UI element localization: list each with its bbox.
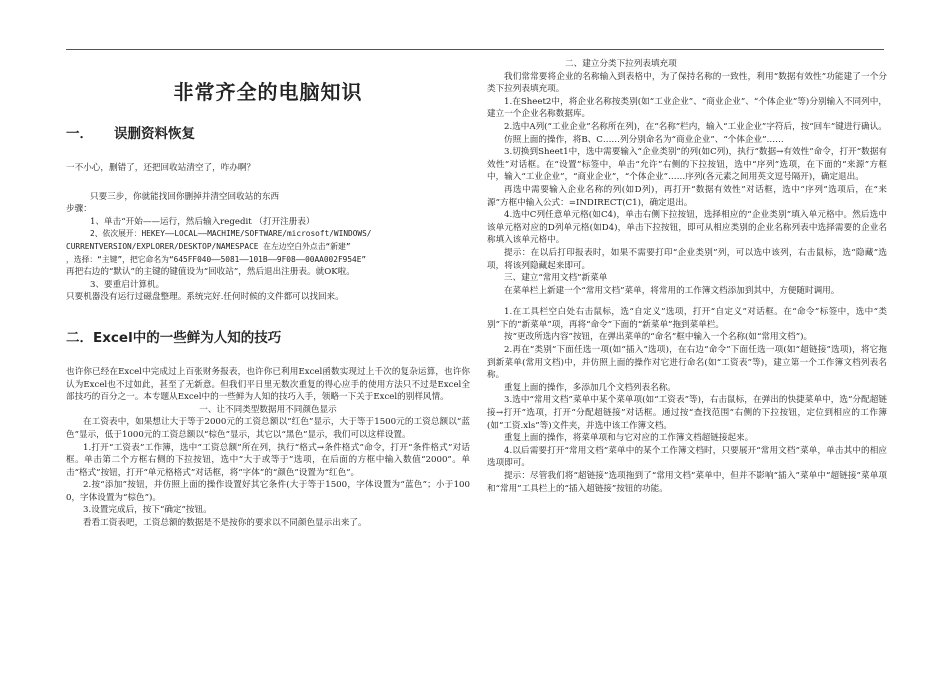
section1-heading: 一． 误删资料恢复 — [66, 126, 195, 142]
sub2-paragraph-6: 再选中需要输入企业名称的列(如D列)，再打开“数据有效性”对话框，选中“序列”选项后，在“来源”方框中输入公式：=INDIRECT(C1)，确定退出。 — [487, 184, 887, 208]
step-3: 3、要重启计算机。 — [90, 279, 165, 290]
sub3-paragraph-5: 重复上面的操作，多添加几个文档列表名称。 — [504, 382, 676, 393]
sub1-paragraph-5: 看看工资表吧，工资总额的数据是不是按你的要求以不同颜色显示出来了。 — [83, 518, 367, 529]
sub2-paragraph-5: 3.切换到Sheet1中，选中需要输入“企业类别”的列(如C列)，执行“数据→有效性”命令，打开“数据有效性”对话框。在“设置”标签中，单击“允许”右侧的下拉按钮，选中“序列”选项，在下面的“来源”方框中，输入“工业企业”，“商业企业”，“个体企业”……序列(各元素之间用英文逗号隔开)，确定退出。 — [487, 147, 887, 183]
sub2-paragraph-7: 4.选中C列任意单元格(如C4)，单击右侧下拉按钮，选择相应的“企业类别”填入单元格中。然后选中该单元格对应的D列单元格(如D4)，单击下拉按钮，即可从相应类别的企业名称列表中选择需要的企业名称填入该单元格中。 — [487, 210, 887, 246]
sub3-paragraph-4: 2.再在“类别”下面任选一项(如“插入”选项)，在右边“命令”下面任选一项(如“超链接”选项)，将它拖到新菜单(常用文档)中，并仿照上面的操作对它进行命名(如“工资表”等)，建立第一个工作簿文档列表名称。 — [487, 345, 887, 381]
sub2-paragraph-4: 仿照上面的操作，将B、C……列分别命名为“商业企业”、“个体企业”…… — [504, 134, 784, 145]
sub3-paragraph-7: 重复上面的操作，将菜单项和与它对应的工作簿文档超链接起来。 — [504, 433, 754, 444]
sub1-paragraph-2: 1.打开“工资表”工作簿，选中“工资总额”所在列，执行“格式→条件格式”命令，打开“条件格式”对话框。单击第二个方框右侧的下拉按钮，选中“大于或等于”选项，在后面的方框中输入数值“2000”。单击“格式”按钮，打开“单元格格式”对话框，将“字体”的“颜色”设置为“红色”。 — [66, 442, 470, 478]
section2-intro: 也许你已经在Excel中完成过上百张财务报表，也许你已利用Excel函数实现过上千次的复杂运算，也许你认为Excel也不过如此，甚至了无新意。但我们平日里无数次重复的得心应手的使用方法只不过是Excel全部技巧的百分之一。本专题从Excel中的一些鲜为人知的技巧入手，领略一下关于Excel的别样风情。 — [66, 366, 470, 403]
right-column — [487, 58, 887, 495]
section1-intro: 一不小心，删错了，还把回收站清空了，咋办啊？ — [66, 163, 256, 173]
page-title: 非常齐全的电脑知识 — [173, 80, 363, 104]
section2-heading: 二．Excel中的一些鲜为人知的技巧 — [66, 329, 282, 346]
sub1-paragraph-4: 3.设置完成后，按下“确定”按钮。 — [83, 505, 212, 516]
steps-label: 步骤： — [66, 204, 92, 215]
left-column — [66, 58, 470, 530]
sub2-title: 二、建立分类下拉列表填充项 — [565, 59, 677, 69]
header-rule — [66, 49, 884, 50]
step-2-line2: CURRENTVERSION/EXPLORER/DESKTOP/NAMESPACE 在左边空白外点击“新建” — [66, 241, 351, 251]
step-2-line4: 再把右边的“默认”的主键的键值设为“回收站”，然后退出注册表。就OK啦。 — [66, 267, 355, 278]
sub3-paragraph-8: 4.以后需要打开“常用文档”菜单中的某个工作簿文档时，只要展开“常用文档”菜单，单击其中的相应选项即可。 — [487, 445, 887, 469]
sub3-paragraph-1: 在菜单栏上新建一个“常用文档”菜单，将常用的工作簿文档添加到其中，方便随时调用。 — [504, 285, 840, 296]
sub2-paragraph-1: 我们常常要将企业的名称输入到表格中，为了保持名称的一致性，利用“数据有效性”功能建了一个分类下拉列表填充项。 — [487, 71, 887, 95]
sub2-paragraph-2: 1.在Sheet2中，将企业名称按类别(如“工业企业”、“商业企业”、“个体企业”等)分别输入不同列中，建立一个企业名称数据库。 — [487, 96, 887, 120]
sub3-paragraph-6: 3.选中“常用文档”菜单中某个菜单项(如“工资表”等)，右击鼠标，在弹出的快捷菜单中，选“分配超链接→打开”选项，打开“分配超链接”对话框。通过按“查找范围”右侧的下拉按钮，定位到相应的工作簿(如“工资.xls”等)文件夹，并选中该工作簿文档。 — [487, 395, 887, 431]
sub2-paragraph-3: 2.选中A列(“工业企业”名称所在列)，在“名称”栏内，输入“工业企业”字符后，按“回车”键进行确认。 — [504, 121, 887, 132]
section1-lead: 只要三步，你就能找回你删掉并清空回收站的东西 — [90, 191, 280, 202]
section1-footer: 只要机器没有运行过磁盘整理。系统完好.任何时候的文件都可以找回来。 — [66, 292, 344, 303]
sub2-paragraph-8: 提示：在以后打印报表时，如果不需要打印“企业类别”列，可以选中该列，右击鼠标，选“隐藏”选项，将该列隐藏起来即可。 — [487, 247, 887, 271]
sub3-title: 三、建立“常用文档”新菜单 — [504, 273, 608, 284]
sub1-paragraph-1: 在工资表中，如果想让大于等于2000元的工资总额以“红色”显示，大于等于1500元的工资总额以“蓝色”显示，低于1000元的工资总额以“棕色”显示，其它以“黑色”显示，我们可以这样设置。 — [66, 417, 470, 440]
sub3-paragraph-9: 提示：尽管我们将“超链接”选项拖到了“常用文档”菜单中，但并不影响“插入”菜单中“超链接”菜单项和“常用”工具栏上的“插入超链接”按钮的功能。 — [487, 471, 887, 494]
sub3-paragraph-2: 1.在工具栏空白处右击鼠标，选“自定义”选项，打开“自定义”对话框。在“命令”标签中，选中“类别”下的“新菜单”项，再将“命令”下面的“新菜单”拖到菜单栏。 — [487, 307, 887, 330]
sub3-paragraph-3: 按“更改所选内容”按钮，在弹出菜单的“命名”框中输入一个名称(如“常用文档”)。 — [504, 332, 813, 343]
sub1-title: 一、让不同类型数据用不同颜色显示 — [199, 404, 337, 415]
step-2-line1: 2、依次展开：HEKEY——LOCAL——MACHIME/SOFTWARE/microsoft/WINDOWS/ — [90, 229, 372, 239]
sub1-paragraph-3: 2.按“添加”按钮，并仿照上面的操作设置好其它条件(大于等于1500，字体设置为“蓝色”；小于1000，字体设置为“棕色”)。 — [66, 480, 470, 503]
step-1: 1、单击“开始——运行，然后输入regedit （打开注册表） — [90, 216, 315, 227]
step-2-line3: ，选择：“主键”，把它命名为“645FF040——5081——101B——9F08——00AA002F954E” — [66, 254, 367, 264]
